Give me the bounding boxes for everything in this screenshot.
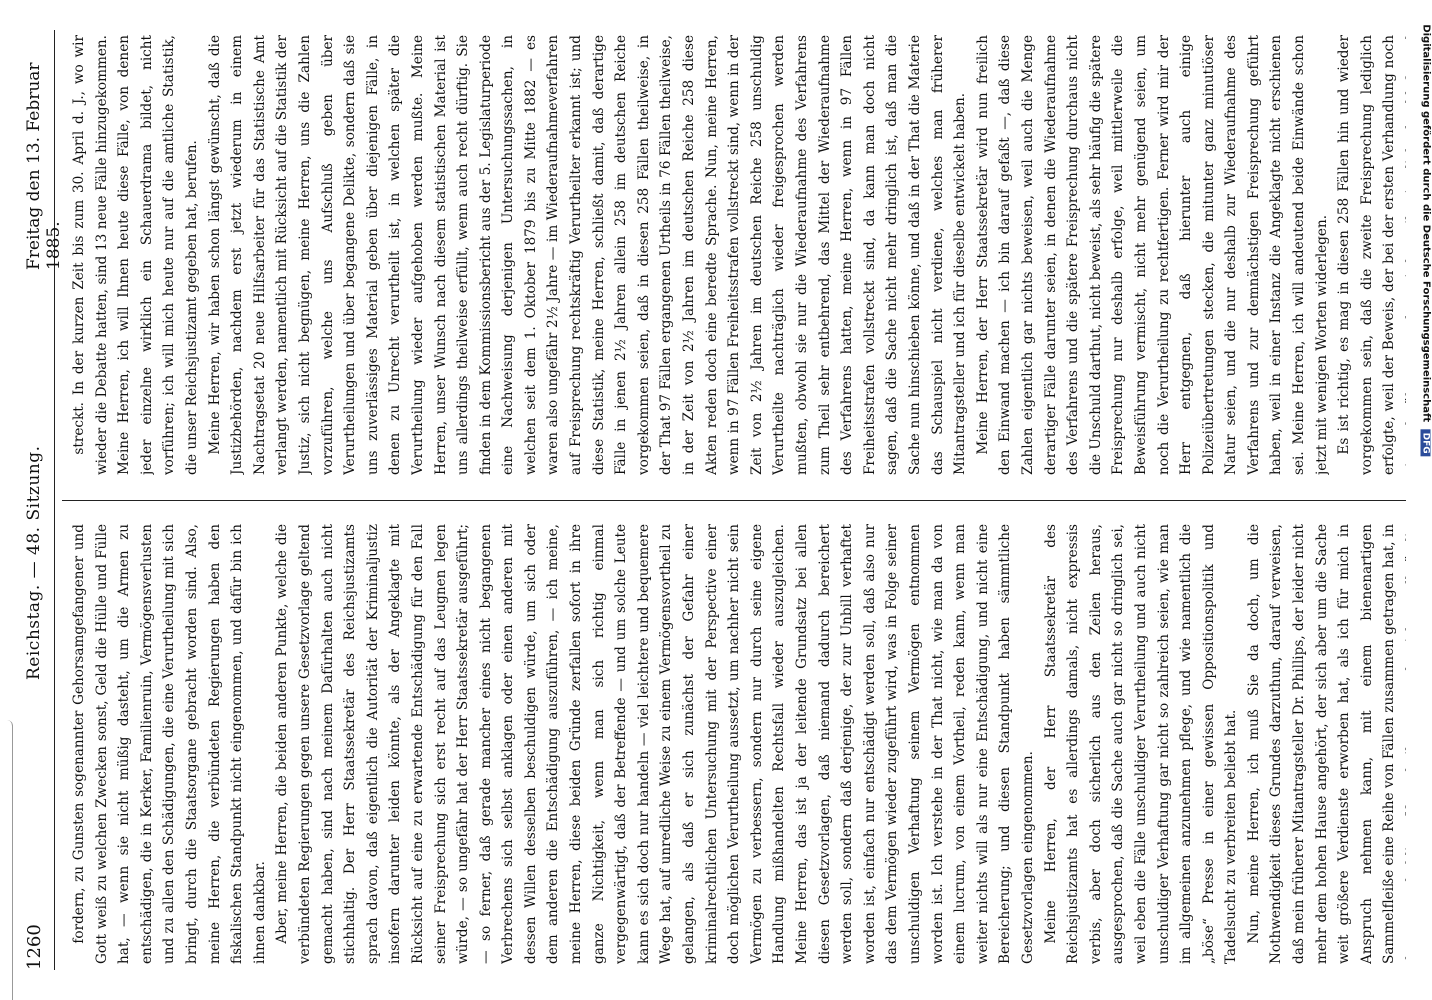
- paragraph: Meine Herren, der Herr Staatssekretär wird nun freilich den Einwand machen — ich bin darauf gefaßt —, daß diese Zahlen eigentlich gar nichts beweisen, weil auch die Menge derartiger Fälle darunter seien, in denen die Wiederaufnahme des Verfahrens und die spätere Freisprechung durchaus nicht die Unschuld darthut, nicht beweist, als sehr häufig die spätere Freisprechung nur deshalb erfolge, weil mittlerweile die Beweisführung vermischt, nicht mehr genügend seien, um noch die Verurtheilung zu rechtfertigen. Ferner wird mir der Herr entgegnen, daß hierunter auch einige Polizeiübertretungen stecken, die mitunter ganz minutiöser Natur seien, und die nur deshalb zur Wiederaufnahme des Verfahrens und zur demnächstigen Freisprechung geführt haben, weil in einer Instanz die Angeklagte nicht erschienen sei. Meine Herren, ich will andeutend beide Einwände schon jetzt mit wenigen Worten widerlegen.: [974, 35, 1330, 475]
- paragraph: fordern, zu Gunsten sogenannter Gehorsamgefangener und Gott weiß zu welchen Zwecken sonst, Geld die Hülle und Fülle hat, — wenn sie nicht müßig dasteht, um die Armen zu entschädigen, die in Kerker, Familienruin, Vermögensverlusten und zu allen den Schädigungen, die eine Verurtheilung mit sich bringt, durch die Staatsorgane gebracht worden sind. Also, meine Herren, die verbündeten Regierungen haben den fiskalischen Standpunkt nicht eingenommen, und dafür bin ich ihnen dankbar.: [71, 524, 268, 964]
- newspaper-page: [0, 10, 1420, 990]
- right-column: [68, 35, 1406, 475]
- dfg-sidebar: [1419, 0, 1432, 1000]
- paragraph: Aber, meine Herren, die beiden anderen Punkte, welche die verbündeten Regierungen gegen unsere Gesetzvorlage geltend gemacht haben, sind nach meinem Dafürhalten auch nicht stichhaltig. Der Herr Staatssekretär des Reichsjustizamts sprach davon, daß eigentlich die Autorität der Kriminaljustiz insofern darunter leiden könnte, als der Angeklagte mit Rücksicht auf eine zu erwartende Entschädigung für den Fall seiner Freisprechung sich erst recht auf das Leugnen legen würde, — so ungefähr hat der Herr Staatssekretär ausgeführt; — so ferner, daß gerade mancher eines nicht begangenen Verbrechens sich selbst anklagen oder einen anderen mit dessen Willen desselben beschuldigen würde, um sich oder dem anderen die Entschädigung auszuführen, — ich meine, meine Herren, diese beiden Gründe zerfallen sofort in ihre ganze Nichtigkeit, wenn man sich richtig einmal vergegenwärtigt, daß der Betreffende — und um solche Leute kann es sich doch nur handeln — viel leichtere und bequemere Wege hat, auf unredliche Weise zu einem Vermögensvortheil zu gelangen, als daß er sich zunächst der Gefahr einer kriminalrechtlichen Untersuchung mit der Perspective einer doch möglichen Verurtheilung aussetzt, um nachher nicht sein Vermögen zu verbessern, sondern nur durch seine eigene Handlung mißhandelten Rechtsfall wieder auszugleichen. Meine Herren, das ist ja der leitende Grundsatz bei allen diesen Gesetzvorlagen, daß niemand dadurch bereichert werden soll, sondern daß derjenige, der zur Unbill verhaftet worden ist, einfach nur entschädigt werden soll, daß also nur das dem Vermögen wieder zugeführt wird, was in Folge seiner unschuldigen Verhaftung seinem Vermögen entnommen worden ist. Ich verstehe in der That nicht, wie man da von einem lucrum, von einem Vortheil, reden kann, wenn man weiter nichts will als nur eine Entschädigung, und nicht eine Bereicherung; und diesen Standpunkt haben sämmtliche Gesetzvorlagen eingenommen.: [274, 524, 1036, 964]
- paragraph: Es ist richtig, es mag in diesen 258 Fällen hin und wieder vorgekommen sein, daß die zweite Freisprechung lediglich erfolgte, weil der Beweis, der bei der ersten Verhandlung noch: [1336, 35, 1398, 475]
- session-date: Freitag den 13. Februar 1885.: [24, 62, 64, 270]
- rotated-page: [0, 10, 1420, 990]
- paragraph: streckt. In der kurzen Zeit bis zum 30. April d. J., wo wir wieder die Debatte hatten, sind 13 neue Fälle hinzugekommen. Meine Herren, ich will Ihnen heute diese Fälle, von denen jeder einzelne wirklich ein Schauerdrama bildet, nicht vorführen; ich will mich heute nur auf die amtliche Statistik, die unser Reichsjustizamt gegeben hat, berufen.: [71, 35, 200, 475]
- left-column: [68, 524, 1406, 964]
- dfg-logo: DFG: [1421, 430, 1431, 457]
- page-number: 1260: [24, 924, 45, 970]
- column-divider: [62, 500, 1406, 501]
- section-title: Reichstag. — 48. Sitzung.: [24, 445, 44, 680]
- dfg-credit: [1421, 24, 1432, 456]
- paragraph: Nun, meine Herren, ich muß Sie da doch, um die Nothwendigkeit dieses Grundes darzuthun, darauf verweisen, daß mein früherer Mitantragsteller Dr. Phillips, der leider nicht mehr dem hohen Hause angehört, der sich aber um die Sache weit größere Verdienste erworben hat, als ich für mich in Anspruch nehmen kann, mit einem bienenartigen Sammelfleiße eine Reihe von Fällen zusammen getragen hat, in: [1245, 524, 1398, 964]
- dfg-credit-text: Digitalisierung gefördert durch die Deutsche Forschungsgemeinschaft: [1420, 24, 1432, 423]
- paragraph: Meine Herren, der Herr Staatssekretär des Reichsjustizamts hat es allerdings damals, nicht expressis verbis, aber doch sicherlich aus den Zeilen heraus, ausgesprochen, daß die Sache auch gar nicht so dringlich sei, weil eben die Fälle unschuldiger Verurtheilung und auch nicht unschuldiger Verhaftung gar nicht so zahlreich seien, wie man im allgemeinen anzunehmen pflege, und wie namentlich die „böse“ Presse in einer gewissen Oppositionspolitik und Tadelsucht zu verbreiten beliebt hat.: [1042, 524, 1240, 964]
- paragraph: Meine Herren, wir haben schon längst gewünscht, daß die Justizbehörden, nachdem erst jetzt wiederum in einem Nachtragsetat 20 neue Hilfsarbeiter für das Statistische Amt verlangt werden, namentlich mit Rücksicht auf die Statistik der Justiz, sich nicht begnügen, meine Herren, uns die Zahlen vorzuführen, welche uns Aufschluß geben über Verurtheilungen und über begangene Delikte, sondern daß sie uns zuverlässiges Material geben über diejenigen Fälle, in denen zu Unrecht verurtheilt ist, in welchen später die Verurtheilung wieder aufgehoben werden mußte. Meine Herren, unser Wunsch nach diesem statistischen Material ist uns allerdings theilweise erfüllt, wenn auch recht dürftig. Sie finden in dem Kommissionsbericht aus der 5. Legislaturperiode eine Nachweisung derjenigen Untersuchungssachen, in welchen seit dem 1. Oktober 1879 bis zu Mitte 1882 — es waren also ungefähr 2½ Jahre — im Wiederaufnahmeverfahren auf Freisprechung rechtskräftig Verurtheilter erkannt ist; und diese Statistik, meine Herren, schließt damit, daß derartige Fälle in jenen 2½ Jahren allein 258 im deutschen Reiche vorgekommen seien, daß in diesen 258 Fällen theilweise, in der That 97 Fällen ergangenen Urtheils in 76 Fällen theilweise, in der Zeit von 2½ Jahren im deutschen Reiche 258 diese Akten reden doch eine beredte Sprache. Nun, meine Herren, wenn in 97 Fällen Freiheitsstrafen vollstreckt sind, wenn in der Zeit von 2½ Jahren im deutschen Reiche 258 unschuldig Verurtheilte nachträglich wieder freigesprochen werden mußten, obwohl sie nur die Wiederaufnahme des Verfahrens zum Theil sehr entbehrend, das Mittel der Wiederaufnahme des Verfahrens hatten, meine Herren, wenn in 97 Fällen Freiheitsstrafen vollstreckt sind, da kann man doch nicht sagen, daß die Sache nicht mehr dringlich ist, daß man die Sache nun hinschieben könne, und daß in der That die Materie das Schauspiel nicht verdiene, welches man früherer Mitantragsteller und ich für dieselbe entwickelt haben.: [206, 35, 969, 475]
- page-header: [20, 30, 64, 970]
